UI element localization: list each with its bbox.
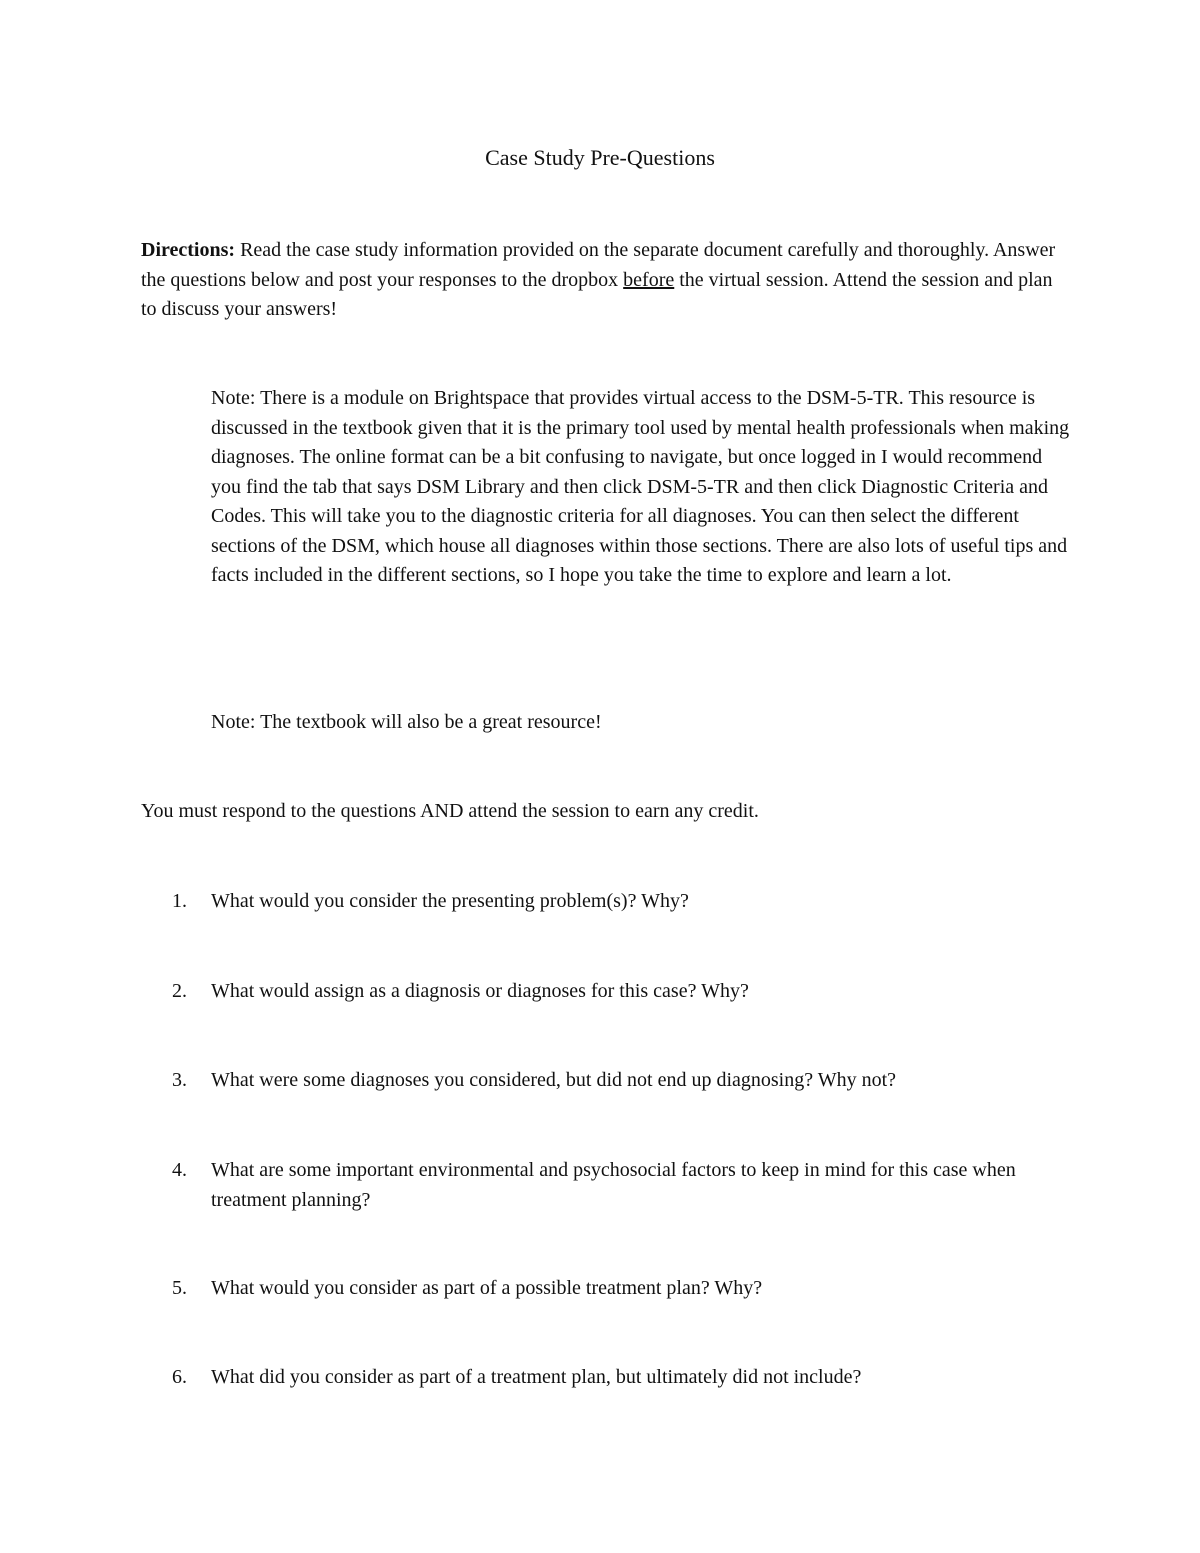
- page-title: Case Study Pre-Questions: [485, 145, 715, 170]
- credit-requirement-paragraph: You must respond to the questions AND attend the session to earn any credit.: [141, 800, 759, 822]
- question-number: 3.: [172, 1069, 187, 1091]
- question-number: 5.: [172, 1277, 187, 1299]
- question-number: 2.: [172, 980, 187, 1002]
- question-text: What were some diagnoses you considered, but did not end up diagnosing? Why not?: [211, 1069, 897, 1091]
- question-text: What would you consider the presenting problem(s)? Why?: [211, 890, 689, 912]
- question-number: 6.: [172, 1366, 187, 1388]
- directions-underlined-word: before: [623, 268, 675, 291]
- dsm-note-paragraph: Note: There is a module on Brightspace that provides virtual access to the DSM-5-TR. This resource is discussed in the textbook given that it is the primary tool used by mental health professionals when making diagnoses. The online format can be a bit confusing to navigate, but once logged in I would recommend you find the tab that says DSM Library and then click DSM-5-TR and then click Diagnostic Criteria and Codes. This will take you to the diagnostic criteria for all diagnoses. You can then select the different sections of the DSM, which house all diagnoses within those sections. There are also lots of useful tips and facts included in the different sections, so I hope you take the time to explore and learn a lot.: [211, 387, 1070, 586]
- question-text: What did you consider as part of a treatment plan, but ultimately did not include?: [211, 1366, 862, 1388]
- textbook-note-paragraph: Note: The textbook will also be a great resource!: [211, 711, 602, 733]
- question-text: What are some important environmental and psychosocial factors to keep in mind for this case when treatment planning?: [211, 1159, 1016, 1211]
- question-number: 1.: [172, 890, 187, 912]
- question-text: What would assign as a diagnosis or diagnoses for this case? Why?: [211, 980, 749, 1002]
- directions-text-before: Read the case study information provided on the separate document carefully and thoroughly. Answer the questions below and post your responses to the dropbox: [141, 239, 1056, 291]
- question-text: What would you consider as part of a possible treatment plan? Why?: [211, 1277, 763, 1299]
- directions-text-after: the virtual session. Attend the session and plan to discuss your answers!: [141, 268, 1053, 320]
- directions-label: Directions:: [141, 239, 236, 261]
- question-number: 4.: [172, 1159, 187, 1181]
